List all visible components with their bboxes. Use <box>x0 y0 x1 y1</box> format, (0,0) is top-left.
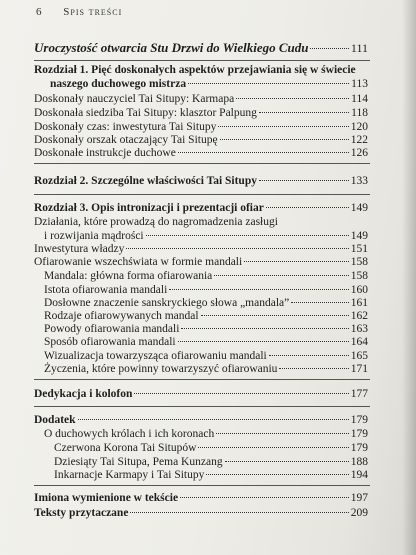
entry-page: 179 <box>350 428 368 440</box>
dot-leader <box>216 433 349 434</box>
entry-page: 149 <box>350 202 368 214</box>
dot-leader <box>220 139 349 140</box>
entry-title: Dedykacja i kolofon <box>34 388 133 400</box>
toc-subentry[interactable] <box>44 428 368 440</box>
entry-title: Wizualizacja towarzysząca ofiarowaniu mandali <box>44 350 267 362</box>
toc-subentry[interactable] <box>44 270 368 282</box>
dot-leader <box>169 289 348 290</box>
entry-title: Rodzaje ofiarowywanych mandal <box>44 310 199 322</box>
toc-subentry[interactable] <box>44 323 368 335</box>
entry-title: i rozwijania mądrości <box>44 230 144 242</box>
toc-entry[interactable] <box>34 134 368 146</box>
entry-page: 160 <box>350 284 368 296</box>
entry-title: Inkarnacje Karmapy i Tai Situpy <box>54 469 205 481</box>
toc-entry-names[interactable] <box>34 492 368 504</box>
entry-title: Doskonała siedziba Tai Situpy: klasztor Palpung <box>34 107 257 119</box>
dot-leader <box>198 447 348 448</box>
toc-entry[interactable] <box>34 147 368 159</box>
entry-page: 163 <box>350 323 368 335</box>
entry-title: Doskonały nauczyciel Tai Situpy: Karmapa <box>34 93 235 105</box>
dot-leader <box>279 368 348 369</box>
toc-entry[interactable] <box>34 243 368 255</box>
dot-leader <box>178 152 349 153</box>
dot-leader <box>310 48 348 49</box>
divider <box>34 485 370 486</box>
running-title: Spis treści <box>63 6 123 18</box>
divider <box>34 379 370 380</box>
toc-entry-dedication[interactable] <box>34 388 368 400</box>
entry-page: 114 <box>351 93 368 105</box>
entry-title: Uroczystość otwarcia Stu Drzwi do Wielkiego Cudu <box>34 40 309 55</box>
entry-page: 179 <box>350 414 368 426</box>
entry-title: Imiona wymienione w tekście <box>34 492 179 504</box>
entry-page: 122 <box>350 134 368 146</box>
divider <box>34 60 370 61</box>
entry-title: Powody ofiarowania mandali <box>44 323 180 335</box>
entry-title: Mandala: główna forma ofiarowania <box>44 270 213 282</box>
dot-leader <box>225 461 349 462</box>
dot-leader <box>236 98 349 99</box>
entry-page: 151 <box>350 243 368 255</box>
entry-page: 111 <box>350 41 368 55</box>
toc-subentry[interactable] <box>54 469 368 481</box>
toc-entry-chapter3[interactable] <box>34 202 368 214</box>
entry-title: Sposób ofiarowania mandali <box>44 336 176 348</box>
entry-page: 118 <box>351 107 368 119</box>
dot-leader <box>146 235 349 236</box>
entry-title: Czerwona Korona Tai Situpów <box>54 442 197 454</box>
toc-entry[interactable] <box>34 107 368 119</box>
toc-subentry[interactable] <box>54 442 368 454</box>
entry-title: O duchowych królach i ich koronach <box>44 428 215 440</box>
toc-subentry[interactable] <box>44 350 368 362</box>
divider <box>34 163 370 164</box>
dot-leader <box>181 328 348 329</box>
toc-entry[interactable] <box>34 256 368 268</box>
entry-page: 161 <box>350 297 368 309</box>
chapter1-title-line1[interactable]: Rozdział 1. Pięć doskonałych aspektów przejawiania się w świecie <box>34 64 356 76</box>
entry-page: 179 <box>350 442 368 454</box>
entry-title: Doskonały orszak otaczający Tai Situpę <box>34 134 218 146</box>
dot-leader <box>266 207 349 208</box>
entry-page: 162 <box>350 310 368 322</box>
dot-leader <box>188 83 349 84</box>
dot-leader <box>178 341 349 342</box>
entry-title: Inwestytura władzy <box>34 243 125 255</box>
entry-page: 126 <box>350 147 368 159</box>
toc-entry-chapter2[interactable] <box>34 175 368 187</box>
dot-leader <box>78 419 349 420</box>
entry-title: Teksty przytaczane <box>34 507 129 519</box>
toc-entry-quoted-texts[interactable] <box>34 507 368 519</box>
chapter3-item1-line1[interactable]: Działania, które prowadzą do nagromadzenia zasługi <box>34 216 278 228</box>
dot-leader <box>126 248 348 249</box>
entry-page: 209 <box>350 507 368 519</box>
entry-title: Dodatek <box>34 414 76 426</box>
entry-page: 194 <box>350 469 368 481</box>
entry-title: Rozdział 2. Szczególne właściwości Tai Situpy <box>34 175 257 187</box>
entry-page: 149 <box>350 230 368 242</box>
entry-page: 177 <box>350 388 368 400</box>
dot-leader <box>214 275 348 276</box>
entry-title: naszego duchowego mistrza <box>50 78 187 90</box>
toc-subentry[interactable] <box>44 336 368 348</box>
toc-entry-ceremony[interactable] <box>34 40 368 56</box>
dot-leader <box>259 180 349 181</box>
dot-leader <box>259 112 349 113</box>
entry-page: 188 <box>350 456 368 468</box>
toc-subentry[interactable] <box>44 297 368 309</box>
entry-title: Rozdział 3. Opis intronizacji i prezentacji ofiar <box>34 202 264 214</box>
toc-subentry[interactable] <box>54 456 368 468</box>
toc-entry[interactable] <box>34 93 368 105</box>
entry-page: 171 <box>350 363 368 375</box>
entry-page: 133 <box>350 175 368 187</box>
entry-title: Istota ofiarowania mandali <box>44 284 168 296</box>
entry-page: 158 <box>350 256 368 268</box>
entry-page: 158 <box>350 270 368 282</box>
entry-page: 165 <box>350 350 368 362</box>
dot-leader <box>130 512 348 513</box>
entry-title: Doskonały czas: inwestytura Tai Situpy <box>34 121 217 133</box>
toc-entry[interactable] <box>34 121 368 133</box>
toc-subentry[interactable] <box>44 310 368 322</box>
toc-subentry[interactable] <box>44 284 368 296</box>
entry-page: 197 <box>350 492 368 504</box>
entry-page: 120 <box>350 121 368 133</box>
entry-page: 113 <box>351 78 368 90</box>
page-number: 6 <box>36 6 42 18</box>
dot-leader <box>201 315 349 316</box>
entry-title: Życzenia, które powinny towarzyszyć ofiarowaniu <box>44 363 278 375</box>
entry-title: Dziesiąty Tai Situpa, Pema Kunzang <box>54 456 223 468</box>
entry-title: Dosłowne znaczenie sanskryckiego słowa „mandala” <box>44 297 290 309</box>
entry-title: Doskonałe instrukcje duchowe <box>34 147 176 159</box>
dot-leader <box>244 261 349 262</box>
entry-page: 164 <box>350 336 368 348</box>
divider <box>34 194 370 195</box>
divider <box>34 406 370 407</box>
toc-entry[interactable] <box>44 230 368 242</box>
dot-leader <box>269 355 349 356</box>
dot-leader <box>291 302 349 303</box>
dot-leader <box>180 497 349 498</box>
toc-entry-appendix[interactable] <box>34 414 368 426</box>
dot-leader <box>218 126 348 127</box>
entry-title: Ofiarowanie wszechświata w formie mandali <box>34 256 243 268</box>
dot-leader <box>206 474 348 475</box>
dot-leader <box>134 393 348 394</box>
toc-entry-chapter1[interactable] <box>50 78 368 90</box>
toc-subentry[interactable] <box>44 363 368 375</box>
